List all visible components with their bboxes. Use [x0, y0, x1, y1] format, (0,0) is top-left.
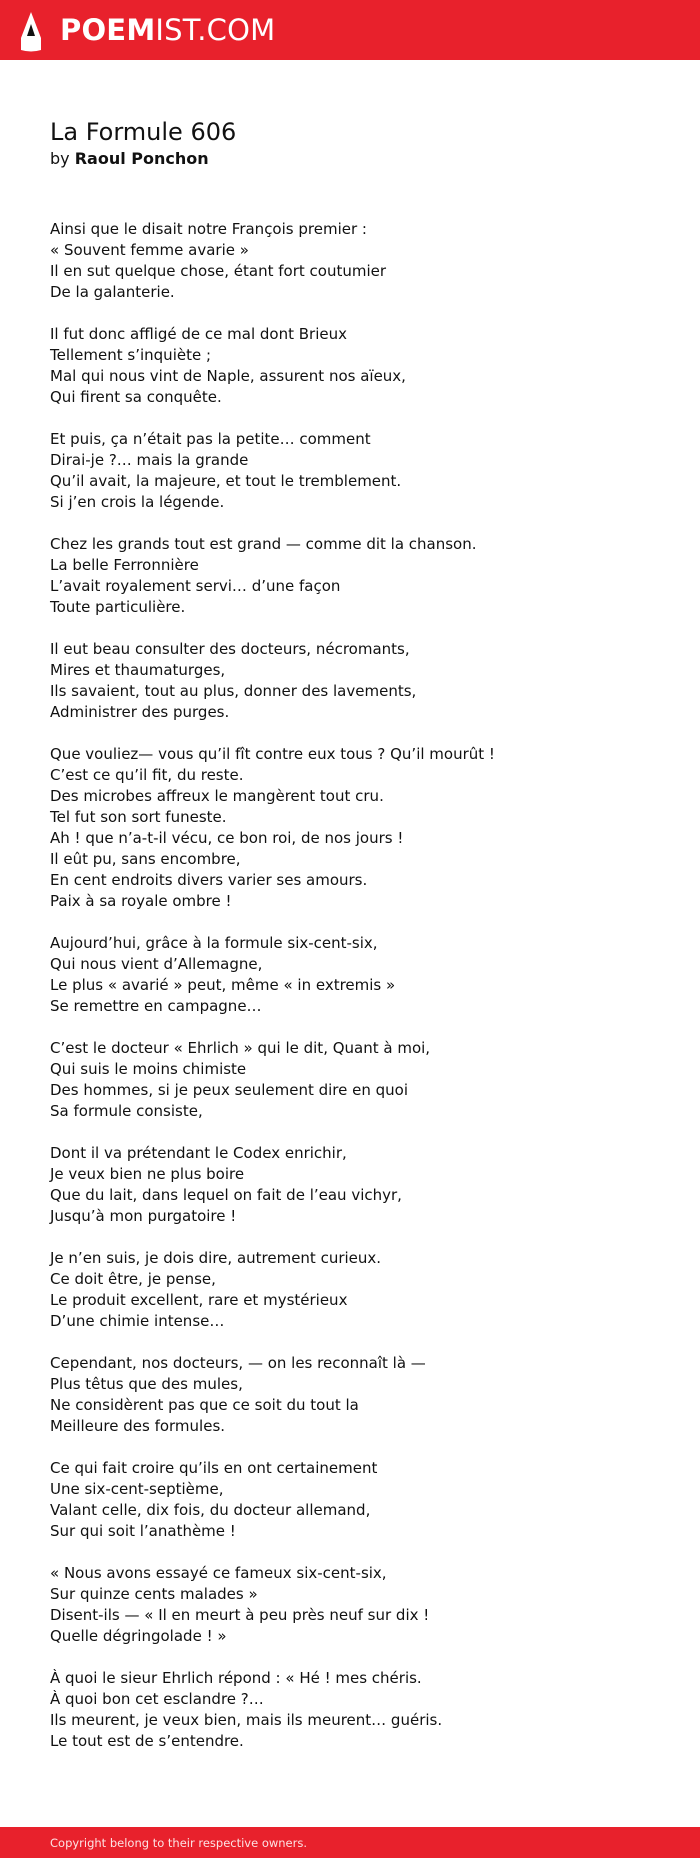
poem-line: En cent endroits divers varier ses amours. — [50, 871, 368, 889]
poem-line: Ce doit être, je pense, — [50, 1270, 216, 1288]
poem-line: Disent-ils — « Il en meurt à peu près neuf sur dix ! — [50, 1606, 430, 1624]
poem-line: Meilleure des formules. — [50, 1417, 226, 1435]
poem-line: Que du lait, dans lequel on fait de l’eau vichyr, — [50, 1186, 402, 1204]
poem-line: Toute particulière. — [50, 598, 186, 616]
poem-line: Sa formule consiste, — [50, 1102, 203, 1120]
poem-line: Plus têtus que des mules, — [50, 1375, 243, 1393]
poem-line: Aujourd’hui, grâce à la formule six-cent-six, — [50, 934, 378, 952]
poem-stanza — [50, 324, 670, 408]
poem-line: Si j’en crois la légende. — [50, 493, 225, 511]
poem-line: Ils meurent, je veux bien, mais ils meurent… guéris. — [50, 1711, 443, 1729]
site-logo[interactable] — [60, 13, 275, 47]
poem-line: Sur quinze cents malades » — [50, 1585, 258, 1603]
poem-stanza — [50, 1038, 670, 1122]
poem-line: Que vouliez— vous qu’il fît contre eux tous ? Qu’il mourût ! — [50, 745, 495, 763]
poem-stanza — [50, 219, 670, 303]
poem-line: Qu’il avait, la majeure, et tout le tremblement. — [50, 472, 402, 490]
poem-line: Paix à sa royale ombre ! — [50, 892, 232, 910]
poem-stanza — [50, 1248, 670, 1332]
poem-line: Cependant, nos docteurs, — on les reconnaît là — — [50, 1354, 426, 1372]
poem-line: Qui nous vient d’Allemagne, — [50, 955, 263, 973]
poem-stanza — [50, 534, 670, 618]
poem-line: De la galanterie. — [50, 283, 175, 301]
site-header — [0, 0, 700, 60]
poem-line: Le plus « avarié » peut, même « in extremis » — [50, 976, 396, 994]
poem-stanza — [50, 744, 670, 912]
poem-line: À quoi bon cet esclandre ?… — [50, 1690, 264, 1708]
poem-stanza — [50, 429, 670, 513]
poem-line: Jusqu’à mon purgatoire ! — [50, 1207, 237, 1225]
poem-stanza — [50, 1563, 670, 1647]
poem-line: Administrer des purges. — [50, 703, 230, 721]
poem-line: Tellement s’inquiète ; — [50, 346, 212, 364]
poem-line: Mires et thaumaturges, — [50, 661, 226, 679]
copyright-text: Copyright belong to their respective owners. — [50, 1836, 308, 1850]
poem-body — [50, 219, 670, 1773]
site-footer — [0, 1827, 700, 1858]
poem-line: Il fut donc affligé de ce mal dont Brieux — [50, 325, 347, 343]
poem-line: Dirai-je ?… mais la grande — [50, 451, 249, 469]
poem-stanza — [50, 1458, 670, 1542]
poem-stanza — [50, 639, 670, 723]
poem-line: Dont il va prétendant le Codex enrichir, — [50, 1144, 347, 1162]
poem-line: Ils savaient, tout au plus, donner des lavements, — [50, 682, 417, 700]
poem-line: La belle Ferronnière — [50, 556, 199, 574]
poem-line: Chez les grands tout est grand — comme dit la chanson. — [50, 535, 477, 553]
poem-line: Qui firent sa conquête. — [50, 388, 222, 406]
poem-line: Des hommes, si je peux seulement dire en quoi — [50, 1081, 409, 1099]
poem-stanza — [50, 1353, 670, 1437]
poem-line: « Souvent femme avarie » — [50, 241, 249, 259]
poem-line: Il en sut quelque chose, étant fort coutumier — [50, 262, 387, 280]
poem-line: Je n’en suis, je dois dire, autrement curieux. — [50, 1249, 382, 1267]
logo-text-light: IST.COM — [155, 13, 276, 47]
poem-stanza — [50, 1668, 670, 1752]
poem-line: Le produit excellent, rare et mystérieux — [50, 1291, 348, 1309]
poem-line: Ce qui fait croire qu’ils en ont certainement — [50, 1459, 378, 1477]
poem-line: Il eût pu, sans encombre, — [50, 850, 241, 868]
poem-line: Ne considèrent pas que ce soit du tout la — [50, 1396, 359, 1414]
poem-line: Une six-cent-septième, — [50, 1480, 224, 1498]
poem-line: Valant celle, dix fois, du docteur allemand, — [50, 1501, 371, 1519]
poem-line: L’avait royalement servi… d’une façon — [50, 577, 341, 595]
poem-line: « Nous avons essayé ce fameux six-cent-six, — [50, 1564, 387, 1582]
poem-line: Quelle dégringolade ! » — [50, 1627, 227, 1645]
poem-line: Ah ! que n’a-t-il vécu, ce bon roi, de nos jours ! — [50, 829, 404, 847]
poem-line: C’est le docteur « Ehrlich » qui le dit, Quant à moi, — [50, 1039, 431, 1057]
poem-byline — [50, 148, 209, 170]
poem-line: C’est ce qu’il fit, du reste. — [50, 766, 244, 784]
author-name: Raoul Ponchon — [74, 149, 209, 168]
poem-line: Des microbes affreux le mangèrent tout cru. — [50, 787, 384, 805]
poem-stanza — [50, 933, 670, 1017]
poem-line: À quoi le sieur Ehrlich répond : « Hé ! mes chéris. — [50, 1669, 422, 1687]
poem-line: Qui suis le moins chimiste — [50, 1060, 247, 1078]
poem-line: Mal qui nous vint de Naple, assurent nos aïeux, — [50, 367, 406, 385]
poem-line: Je veux bien ne plus boire — [50, 1165, 245, 1183]
poem-line: Se remettre en campagne… — [50, 997, 262, 1015]
pencil-tip-icon[interactable] — [18, 10, 44, 52]
poem-title: La Formule 606 — [50, 118, 237, 146]
poem-line: Ainsi que le disait notre François premier : — [50, 220, 367, 238]
poem-line: Et puis, ça n’était pas la petite… comment — [50, 430, 371, 448]
poem-line: Le tout est de s’entendre. — [50, 1732, 244, 1750]
poem-line: Sur qui soit l’anathème ! — [50, 1522, 236, 1540]
by-label: by — [50, 149, 70, 168]
logo-text-bold: POEM — [60, 13, 156, 47]
poem-line: D’une chimie intense… — [50, 1312, 225, 1330]
poem-line: Tel fut son sort funeste. — [50, 808, 227, 826]
poem-line: Il eut beau consulter des docteurs, nécromants, — [50, 640, 410, 658]
poem-stanza — [50, 1143, 670, 1227]
